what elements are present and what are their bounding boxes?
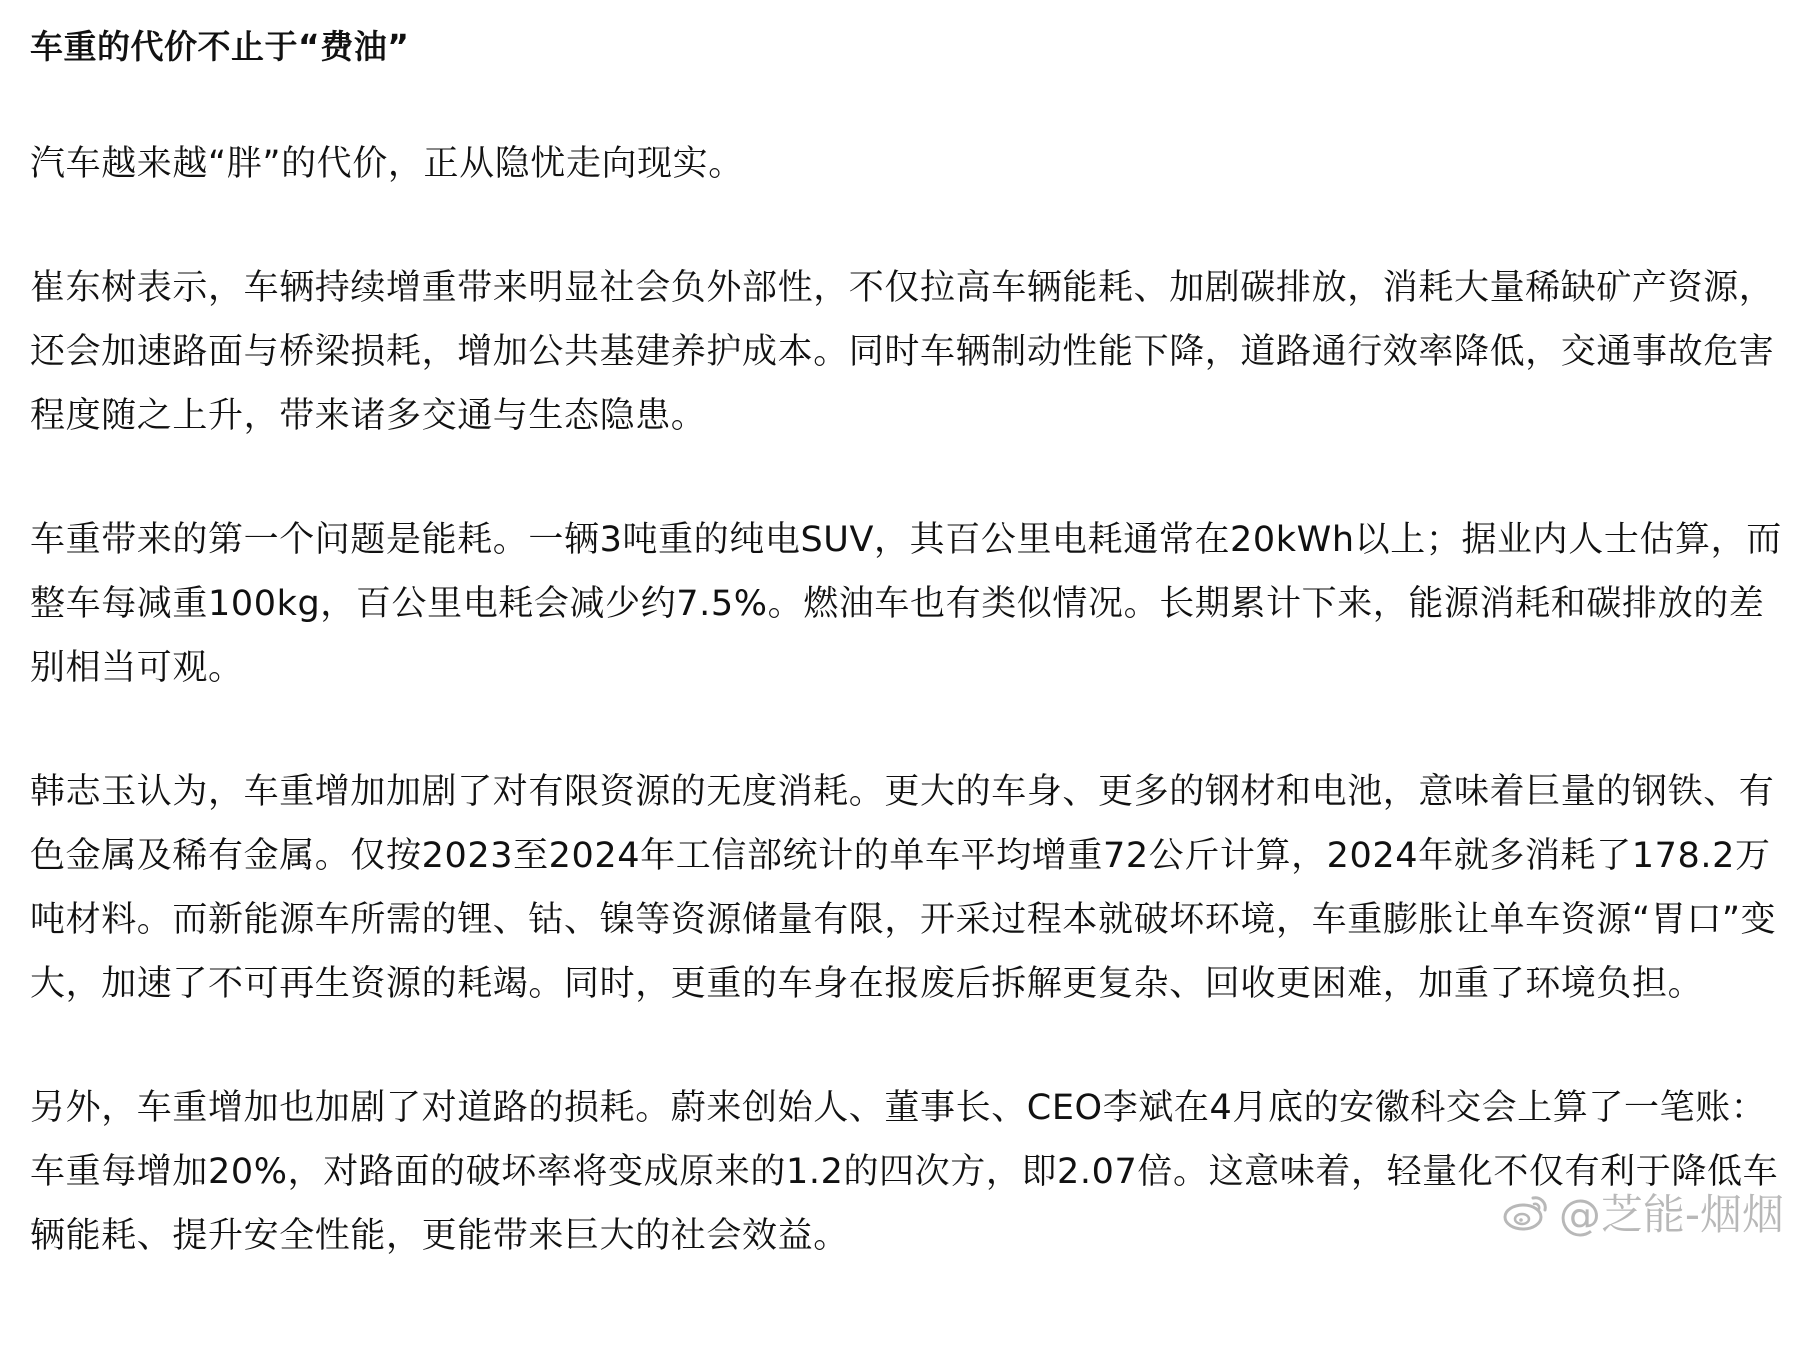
paragraph-road-wear: 另外，车重增加也加剧了对道路的损耗。蔚来创始人、董事长、CEO李斌在4月底的安徽科交会上算了一笔账：车重每增加20%，对路面的破坏率将变成原来的1.2的四次方，即2.07倍。这意味着，轻量化不仅有利于降低车辆能耗、提升安全性能，更能带来巨大的社会效益。 xyxy=(30,1088,1779,1256)
paragraph-energy: 车重带来的第一个问题是能耗。一辆3吨重的纯电SUV，其百公里电耗通常在20kWh以上；据业内人士估算，而整车每减重100kg，百公里电耗会减少约7.5%。燃油车也有类似情况。长期累计下来，能源消耗和碳排放的差别相当可观。 xyxy=(30,520,1782,688)
paragraph-intro: 汽车越来越“胖”的代价，正从隐忧走向现实。 xyxy=(30,144,744,184)
watermark xyxy=(1503,1182,1784,1242)
article-title: 车重的代价不止于“费油” xyxy=(30,27,410,66)
weibo-icon xyxy=(1503,1192,1549,1232)
paragraph-han-zhiyu: 韩志玉认为，车重增加加剧了对有限资源的无度消耗。更大的车身、更多的钢材和电池，意味着巨量的钢铁、有色金属及稀有金属。仅按2023至2024年工信部统计的单车平均增重72公斤计算，2024年就多消耗了178.2万吨材料。而新能源车所需的锂、钴、镍等资源储量有限，开采过程本就破坏环境，车重膨胀让单车资源“胃口”变大，加速了不可再生资源的耗竭。同时，更重的车身在报废后拆解更复杂、回收更困难，加重了环境负担。 xyxy=(30,772,1777,1004)
paragraph-cui-dongshu: 崔东树表示，车辆持续增重带来明显社会负外部性，不仅拉高车辆能耗、加剧碳排放，消耗大量稀缺矿产资源，还会加速路面与桥梁损耗，增加公共基建养护成本。同时车辆制动性能下降，道路通行效率降低，交通事故危害程度随之上升，带来诸多交通与生态隐患。 xyxy=(30,268,1775,436)
watermark-text: @芝能-烟烟 xyxy=(1558,1190,1784,1239)
article xyxy=(30,18,1782,1328)
